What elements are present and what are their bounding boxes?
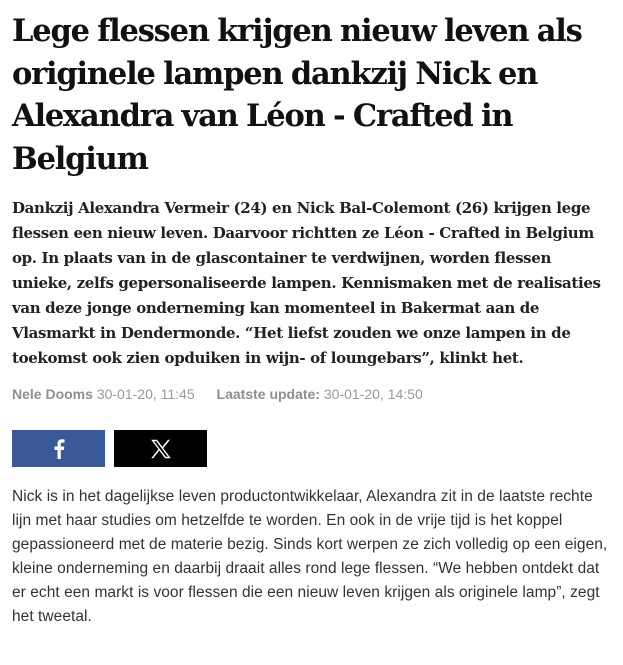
article-meta: [12, 385, 612, 403]
published-date: 30-01-20, 11:45: [96, 386, 195, 402]
x-icon: [150, 439, 172, 459]
share-x-button[interactable]: [114, 430, 207, 467]
article-lead: Dankzij Alexandra Vermeir (24) en Nick Bal-Colemont (26) krijgen lege flessen een nieuw leven. Daarvoor richtten ze Léon - Crafted in Belgium op. In plaats van in de glascontainer te verdwijnen, worden flessen unieke, zelfs gepersonaliseerde lampen. Kennismaken met de realisaties van deze jonge onderneming kan momenteel in Bakermat aan de Vlasmarkt in Dendermonde. “Het liefst zouden we onze lampen in de toekomst ook zien opduiken in wijn- of loungebars”, klinkt het.: [12, 199, 601, 367]
article: [12, 0, 612, 629]
updated-label: Laatste update:: [216, 386, 320, 402]
share-bar: [12, 430, 612, 467]
share-facebook-button[interactable]: [12, 430, 105, 467]
facebook-icon: [53, 439, 65, 459]
author-name[interactable]: Nele Dooms: [12, 386, 93, 402]
article-headline: Lege flessen krijgen nieuw leven als originele lampen dankzij Nick en Alexandra van Léon - Crafted in Belgium: [12, 13, 582, 177]
updated-date: 30-01-20, 14:50: [323, 386, 423, 402]
article-body: Nick is in het dagelijkse leven productontwikkelaar, Alexandra zit in de laatste rechte lijn met haar studies om hetzelfde te worden. En ook in de vrije tijd is het koppel gepassioneerd met de materie bezig. Sinds kort werpen ze zich volledig op een eigen, kleine onderneming en daarbij draait alles rond lege flessen. “We hebben ontdekt dat er echt een markt is voor flessen die een nieuw leven krijgen als originele lamp”, zegt het tweetal.: [12, 488, 608, 625]
